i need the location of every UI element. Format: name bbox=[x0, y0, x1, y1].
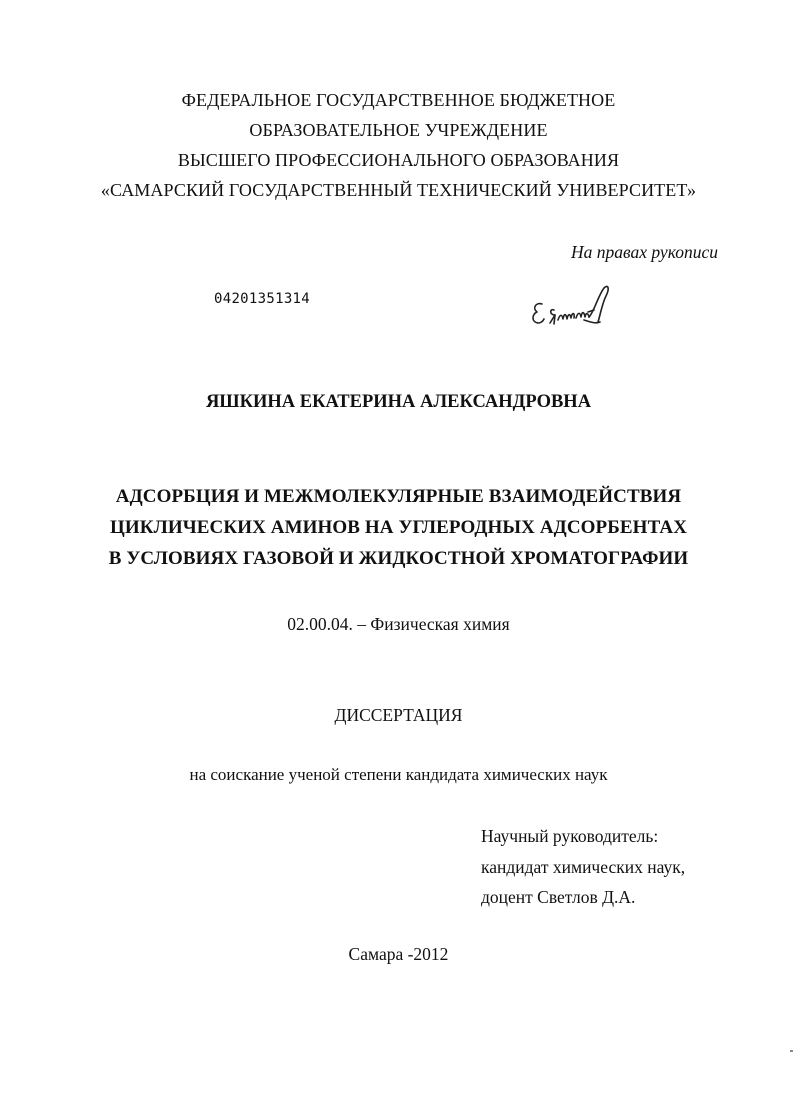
supervisor-degree: кандидат химических наук, bbox=[481, 857, 686, 877]
institution-header-line-2: ОБРАЗОВАТЕЛЬНОЕ УЧРЕЖДЕНИЕ bbox=[249, 120, 548, 140]
dissertation-title-line-1: АДСОРБЦИЯ И МЕЖМОЛЕКУЛЯРНЫЕ ВЗАИМОДЕЙСТВИЯ bbox=[115, 486, 682, 507]
supervisor-label: Научный руководитель: bbox=[481, 826, 659, 846]
document-type: ДИССЕРТАЦИЯ bbox=[334, 705, 463, 725]
institution-header-line-3: ВЫСШЕГО ПРОФЕССИОНАЛЬНОГО ОБРАЗОВАНИЯ bbox=[177, 150, 620, 170]
registration-code: 04201351314 bbox=[214, 291, 311, 307]
institution-header-line-4: «САМАРСКИЙ ГОСУДАРСТВЕННЫЙ ТЕХНИЧЕСКИЙ УНИВЕРСИТЕТ» bbox=[100, 180, 697, 200]
degree-statement: на соискание ученой степени кандидата химических наук bbox=[189, 765, 608, 784]
manuscript-status: На правах рукописи bbox=[571, 242, 718, 262]
handwritten-signature bbox=[528, 282, 618, 332]
author-name: ЯШКИНА ЕКАТЕРИНА АЛЕКСАНДРОВНА bbox=[205, 392, 592, 412]
city-year: Самара -2012 bbox=[348, 944, 449, 964]
scan-speck bbox=[790, 1050, 793, 1052]
institution-header-line-1: ФЕДЕРАЛЬНОЕ ГОСУДАРСТВЕННОЕ БЮДЖЕТНОЕ bbox=[181, 90, 616, 110]
specialty: 02.00.04. – Физическая химия bbox=[287, 614, 510, 634]
dissertation-title-line-2: ЦИКЛИЧЕСКИХ АМИНОВ НА УГЛЕРОДНЫХ АДСОРБЕНТАХ bbox=[109, 517, 688, 538]
dissertation-title-line-3: В УСЛОВИЯХ ГАЗОВОЙ И ЖИДКОСТНОЙ ХРОМАТОГРАФИИ bbox=[108, 548, 689, 569]
supervisor-name: доцент Светлов Д.А. bbox=[481, 887, 636, 907]
